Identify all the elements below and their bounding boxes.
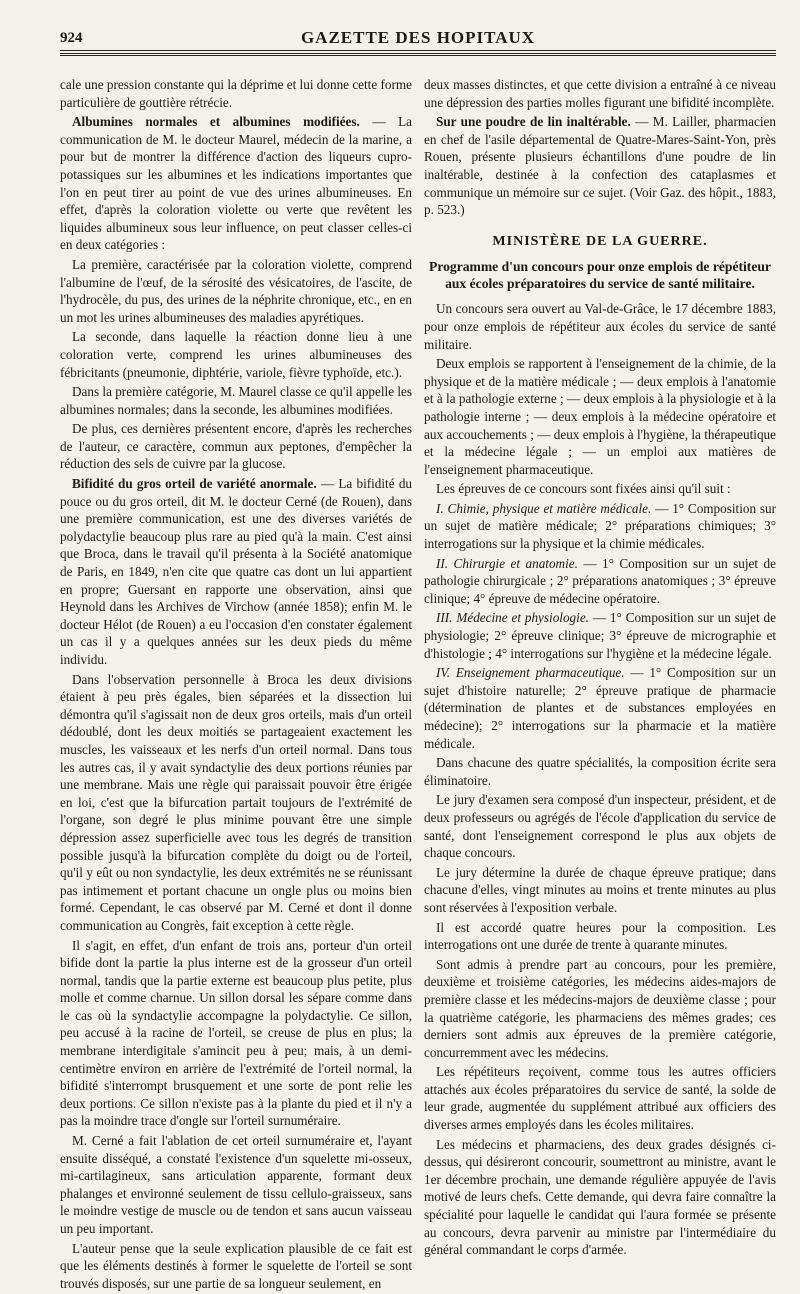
exam-item-text: — 1° Composition sur un sujet de pathologie chirurgicale ; 2° préparations anatomiques ; 3° épreuve clinique; 4° épreuve de médecine opératoire.: [424, 555, 776, 606]
journal-title: GAZETTE DES HOPITAUX: [300, 28, 536, 47]
poudre-article: [424, 113, 776, 219]
header-rule: [60, 50, 776, 51]
concours-title: Programme d'un concours pour onze emplois de répétiteur aux écoles préparatoires du service de santé militaire.: [429, 259, 771, 292]
exam-item-title: III. Médecine et physiologie.: [436, 610, 589, 626]
paragraph: Le jury d'examen sera composé d'un inspecteur, président, et de deux professeurs ou agrégés de l'école d'application du service de santé, dont l'enseignement correspond le plus aux objets de chaque concours.: [424, 792, 776, 861]
exam-item-title: I. Chimie, physique et matière médicale.: [436, 500, 652, 516]
exam-item-title: II. Chirurgie et anatomie.: [436, 555, 578, 571]
paragraph: L'auteur pense que la seule explication plausible de ce fait est que les éléments destinés à former le squelette de l'orteil se sont trouvés disposés, sur une partie de sa longueur seulement, en: [60, 1240, 412, 1291]
paragraph: Dans l'observation personnelle à Broca les deux divisions étaient à peu près égales, bien séparées et la dissection lui démontra qu'il s'agissait non de deux gros orteils, mais d'un orteil dédoublé, dont les deux moitiés se partageaient exactement les muscles, les vaisseaux et les nerfs d'un orteil normal. Dans tous les autres cas, il y avait syndactylie des deux portions réunies par une membrane. Mais une règle qui paraissait pouvoir être érigée en loi, c'est que la bifurcation partait toujours de l'extrémité de l'organe, son degré le plus minime pouvant être une simple dépression assez superficielle avec tous les degrés de transition possible jusqu'à la bifurcation complète du doigt ou de l'orteil, qu'il y eût ou non syndactylie, les deux extrémités ne se réunissant pas intimement et portant chacune un ongle plus ou moins bien formé. Cependant, le cas observé par M. Cerné et dont il donne communication au Congrès, fait exception à cette règle.: [60, 671, 412, 933]
paragraph: De plus, ces dernières présentent encore, d'après les recherches de l'auteur, ce caractère, commun aux peptones, d'empêcher la réduction des sels de cuivre par la glucose.: [60, 421, 412, 472]
exam-item-2: [424, 555, 776, 608]
paragraph: Les médecins et pharmaciens, des deux grades désignés ci-dessus, qui désireront concourir, soumettront au ministre, avant le 1er décembre prochain, une demande régulière appuyée de l'avis motivé de leurs chefs. Cette demande, qui devra faire connaître la spécialité pour laquelle le candidat qui l'aura formée se présente au concours, devra parvenir au ministre par l'intermédiaire du général commandant le corps d'armée.: [424, 1136, 776, 1258]
paragraph: Le jury détermine la durée de chaque épreuve pratique; dans chacune d'elles, vingt minutes au moins et trente minutes au plus sont réservées à l'exposition verbale.: [424, 864, 776, 915]
article-columns: [60, 76, 776, 1294]
article-heading: Albumines normales et albumines modifiées.: [72, 114, 360, 130]
exam-item-text: — 1° Composition sur un sujet de matière médicale; 2° préparations chimiques; 3° interrogations sur la physique et la chimie médicales.: [424, 500, 777, 552]
paragraph: Dans chacune des quatre spécialités, la composition écrite sera éliminatoire.: [424, 755, 776, 788]
article-heading: Sur une poudre de lin inaltérable.: [436, 114, 631, 130]
page-number: 924: [60, 30, 83, 46]
ministry-title: MINISTÈRE DE LA GUERRE.: [492, 233, 708, 249]
paragraph: Deux emplois se rapportent à l'enseignement de la chimie, de la physique et de la matière médicale ; — deux emplois à l'anatomie et à la pathologie externe ; — deux emplois à la physiologie et à la pathologie interne ; — deux emplois à la médecine opératoire et aux accouchements ; — deux emplois à l'hygiène, la thérapeutique et la médecine légale ; — un emploi aux matières de l'enseignement pharmaceutique.: [424, 356, 776, 477]
paragraph: Sont admis à prendre part au concours, pour les première, deuxième et troisième catégories, les médecins aides-majors de première classe et les médecins-majors de deuxième classe ; pour la quatrième catégorie, les pharmaciens des mêmes grades; ces derniers sont admis aux épreuves de la première catégorie, concurremment avec les médecins.: [424, 956, 776, 1060]
paragraph-text: — La bifidité du pouce ou du gros orteil, dit M. le docteur Cerné (de Rouen), dans une première communication, est une des diverses variétés de polydactylie beaucoup plus rare au pied qu'à la main. C'est ainsi que Broca, dans le travail qu'il présenta à la Société anatomique de Paris, en 1849, n'en cite que quatre cas dont un lui appartient en propre; Guersant en rapporte une observation, ainsi que Heynold dans les Archives de Virchow (année 1858); enfin M. le docteur Hélot (de Rouen) a eu l'occasion d'en constater également un cas il y a quelques années sur les deux pieds du même individu.: [60, 476, 413, 667]
exam-item-text: — 1° Composition sur un sujet de physiologie; 2° épreuve clinique; 3° épreuve de micrographie et d'histologie ; 4° interrogations sur l'hygiène et la médecine légale.: [424, 610, 776, 661]
exam-item-4: [424, 664, 776, 752]
paragraph: Un concours sera ouvert au Val-de-Grâce, le 17 décembre 1883, pour onze emplois de répétiteur aux écoles du service de santé militaire.: [424, 301, 776, 352]
exam-item-title: IV. Enseignement pharmaceutique.: [436, 665, 625, 681]
paragraph: La seconde, dans laquelle la réaction donne lieu à une coloration verte, comprend les urines albumineuses des fébricitants (pneumonie, diphtérie, variole, fièvre typhoïde, etc.).: [60, 329, 412, 380]
page-header: [60, 22, 776, 50]
paragraph: La première, caractérisée par la coloration violette, comprend l'albumine de l'œuf, de la sérosité des vésicatoires, de l'ascite, de l'hydrocèle, du pus, des urines de la néphrite chronique, etc., en en un mot les urines albumineuses des maladies apyrétiques.: [60, 256, 412, 325]
header-double-rule: [60, 53, 776, 56]
paragraph: Il est accordé quatre heures pour la composition. Les interrogations ont une durée de trente à quarante minutes.: [424, 919, 776, 953]
albumines-article: [60, 113, 412, 254]
paragraph-text: — M. Lailler, pharmacien en chef de l'asile départemental de Quatre-Mares-Saint-Yon, près Rouen, présente plusieurs échantillons d'une poudre de lin inaltérable, destinée à la confection des cataplasmes et communique un mémoire sur ce sujet. (Voir Gaz. des hôpit., 1883, p. 523.): [424, 114, 776, 218]
paragraph: Les épreuves de ce concours sont fixées ainsi qu'il suit :: [436, 481, 731, 497]
exam-item-text: — 1° Composition sur un sujet d'histoire naturelle; 2° épreuve pratique de pharmacie (détermination de plantes et de substances employées en médecine); 2° interrogations sur la pharmacie et la matière médicale.: [424, 665, 776, 751]
bifidite-article: [60, 475, 412, 669]
right-column: [424, 76, 776, 1294]
paragraph: deux masses distinctes, et que cette division a entraîné à ce niveau une dépression des parties molles figurant une bifidité incomplète.: [424, 77, 776, 110]
paragraph: Dans la première catégorie, M. Maurel classe ce qu'il appelle les albumines normales; dans la seconde, les albumines modifiées.: [60, 384, 412, 417]
paragraph: Il s'agit, en effet, d'un enfant de trois ans, porteur d'un orteil bifide dont la partie la plus interne est de la grosseur d'un orteil normal, tandis que la partie externe est beaucoup plus petite, plus molle et comme charnue. Un sillon dorsal les sépare comme dans le cas où la syndactylie accompagne la polydactylie. Ce sillon, peu accusé à la racine de l'orteil, se creuse de plus en plus; la membrane interdigitale s'amincit peu à peu; mais, à un demi-centimètre environ en arrière de l'extrémité de l'orteil normal, la bifidité s'interrompt brusquement et une sorte de pont relie les deux portions. Ce sillon n'existe pas à la plante du pied et il n'y a pas la moindre trace d'ongle sur l'orteil surnuméraire.: [60, 937, 412, 1129]
exam-item-1: [424, 500, 776, 553]
exam-item-3: [424, 609, 776, 662]
article-heading: Bifidité du gros orteil de variété anormale.: [72, 476, 317, 492]
paragraph: cale une pression constante qui la déprime et lui donne cette forme particulière de gouttière rétrécie.: [60, 77, 412, 110]
left-column: [60, 76, 412, 1294]
paragraph-text: — La communication de M. le docteur Maurel, médecin de la marine, a pour but de montrer la différence d'action des liqueurs cupro-potassiques sur les albumines et les indications importantes que l'on en peut tirer au point de vue des urines albumineuses. En effet, d'après la coloration violette ou verte que revêtent les liquides albumineux sous leur influence, on peut classer celles-ci en deux catégories :: [60, 114, 412, 253]
paragraph: M. Cerné a fait l'ablation de cet orteil surnuméraire et, l'ayant ensuite disséqué, a constaté l'existence d'un squelette mi-osseux, mi-cartilagineux, sans articulation apparente, formant deux phalanges et environné seulement de tissu cellulo-graisseux, sans le moindre vestige de muscle ou de tendon et sans aucun vaisseau un peu important.: [60, 1133, 412, 1236]
paragraph: Les répétiteurs reçoivent, comme tous les autres officiers attachés aux écoles préparatoires du service de santé, la solde de leur grade, augmentée du supplément attribué aux officiers des diverses armes employés dans les écoles militaires.: [424, 1064, 776, 1133]
